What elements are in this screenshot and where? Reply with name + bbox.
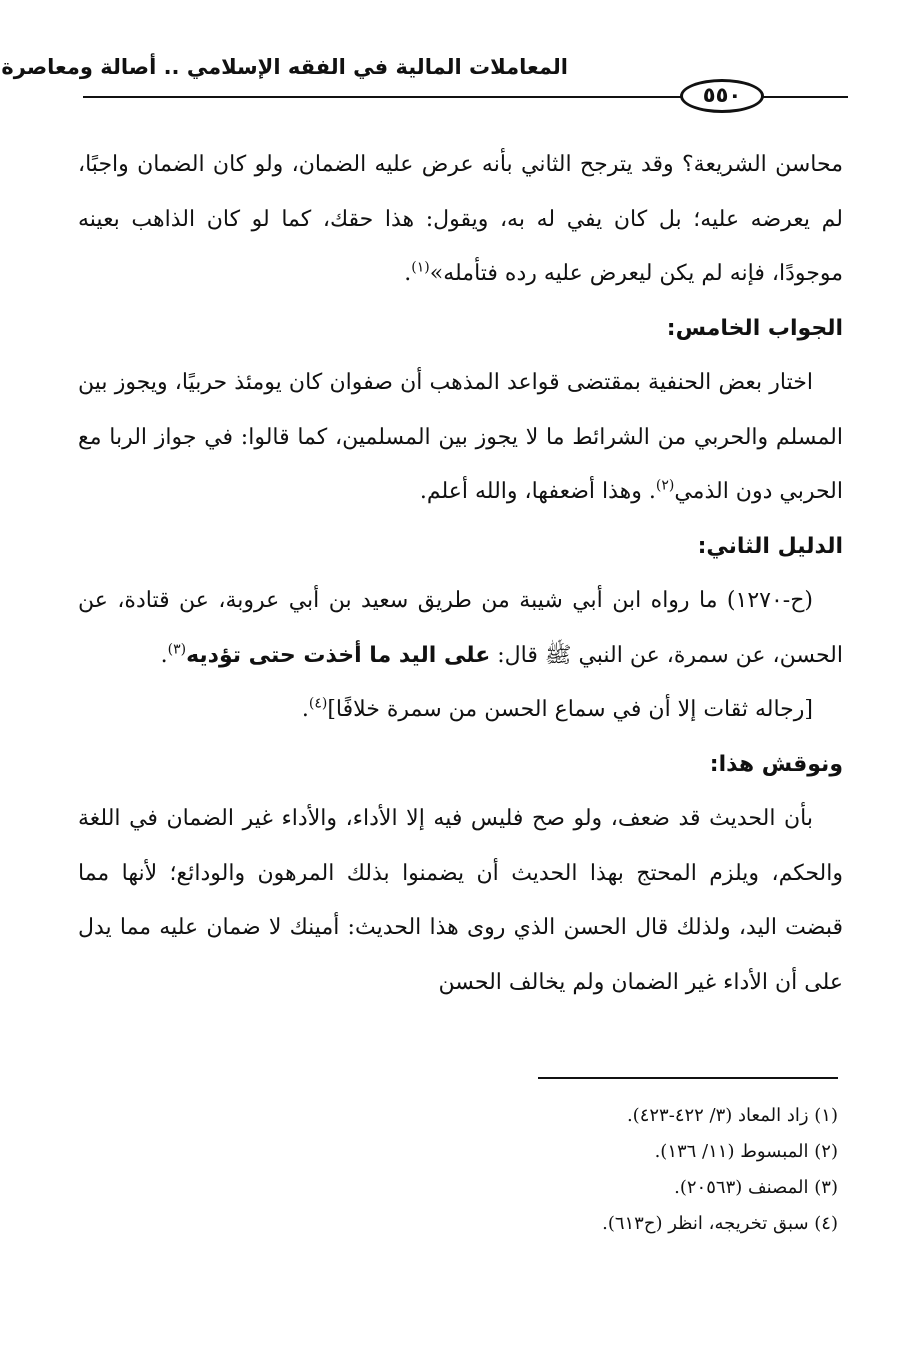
footnote-4: (٤) سبق تخريجه، انظر (ح٦١٣). — [602, 1213, 838, 1234]
paragraph-1-end: . — [404, 261, 412, 286]
footnote-3: (٣) المصنف (٢٠٥٦٣). — [674, 1177, 838, 1198]
paragraph-2 — [78, 356, 843, 520]
footnote-separator — [538, 1077, 838, 1079]
paragraph-3 — [78, 574, 843, 683]
running-header-title: المعاملات المالية في الفقه الإسلامي .. أصالة ومعاصرة — [1, 55, 568, 79]
paragraph-3-end: . — [160, 642, 168, 668]
footnote-1: (١) زاد المعاد (٣/ ٤٢٢-٤٢٣). — [626, 1105, 838, 1126]
footnotes — [138, 1098, 838, 1242]
paragraph-5: بأن الحديث قد ضعف، ولو صح فليس فيه إلا الأداء، والأداء غير الضمان في اللغة والحكم، ويلزم المحتج بهذا الحديث أن يضمنوا بذلك المرهون والودائع؛ لأنها مما قبضت اليد، ولذلك قال الحسن الذي روى هذا الحديث: أمينك لا ضمان عليه مما يدل على أن الأداء غير الضمان ولم يخالف الحسن — [78, 806, 843, 995]
footnote-2: (٢) المبسوط (١١/ ١٣٦). — [654, 1141, 838, 1162]
paragraph-1 — [78, 138, 843, 302]
page-number: ٥٥٠ — [680, 79, 764, 113]
heading-second-evidence: الدليل الثاني: — [697, 533, 843, 559]
paragraph-2-text: اختار بعض الحنفية بمقتضى قواعد المذهب أن صفوان كان يومئذ حربيًا، ويجوز بين المسلم والحربي من الشرائط ما لا يجوز بين المسلمين، كما قالوا: في جواز الربا مع الحربي دون الذمي — [78, 370, 843, 504]
paragraph-1-text: محاسن الشريعة؟ وقد يترجح الثاني بأنه عرض عليه الضمان، ولو كان الضمان واجبًا، لم يعرضه عليه؛ بل كان يفي له به، ويقول: هذا حقك، كما لو كان الذاهب بعينه موجودًا، فإنه لم يكن ليعرض عليه رده فتأمله» — [78, 152, 843, 286]
paragraph-3-text: (ح-١٢٧٠) ما رواه ابن أبي شيبة من طريق سعيد بن أبي عروبة، عن قتادة، عن الحسن، عن سمرة، عن النبي ﷺ قال: — [78, 588, 843, 668]
paragraph-4-end: . — [301, 697, 309, 722]
paragraph-4 — [78, 683, 843, 738]
footnote-ref-2: (٢) — [655, 477, 675, 494]
paragraph-2-end: . وهذا أضعفها، والله أعلم. — [419, 479, 656, 504]
footnote-ref-1: (١) — [411, 259, 430, 276]
paragraph-4-text: [رجاله ثقات إلا أن في سماع الحسن من سمرة خلافًا] — [327, 697, 813, 722]
main-text — [78, 138, 843, 1010]
footnote-ref-4: (٤) — [308, 695, 328, 712]
heading-fifth-answer: الجواب الخامس: — [666, 315, 843, 341]
heading-discussion: ونوقش هذا: — [709, 751, 843, 777]
footnote-ref-3: (٣) — [167, 641, 187, 658]
hadith-text: على اليد ما أخذت حتى تؤديه — [186, 642, 491, 668]
